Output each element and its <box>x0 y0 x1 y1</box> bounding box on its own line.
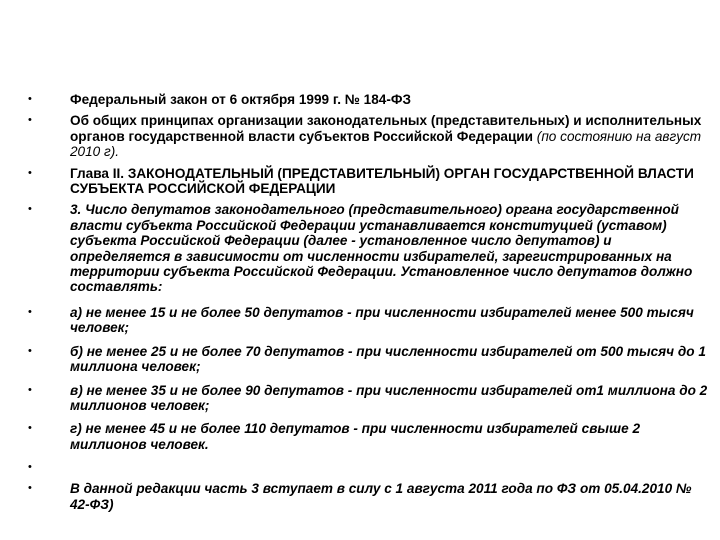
edition-note: В данной редакции часть 3 вступает в силу с 1 августа 2011 года по ФЗ от 05.04.2010 № 42-ФЗ) <box>70 481 692 512</box>
law-subject: Об общих принципах организации законодательных (представительных) и исполнительных органов государственной власти субъектов Российской Федерации <box>70 113 702 144</box>
subitem-b: б) не менее 25 и не более 70 депутатов - при численности избирателей от 500 тысяч до 1 миллиона человек; <box>70 343 706 375</box>
list-item <box>28 421 708 452</box>
list-item <box>28 344 708 375</box>
list-item <box>28 305 708 336</box>
list-item <box>28 383 708 414</box>
bullet-icon: • <box>28 114 32 127</box>
bullet-icon: • <box>28 461 32 474</box>
bullet-icon: • <box>28 166 32 179</box>
bullet-icon: • <box>28 344 32 357</box>
paragraph-3: 3. Число депутатов законодательного (представительного) органа государственной власти субъекта Российской Федерации устанавливается конституцией (уставом) субъекта Российской Федерации (далее - установленное число депутатов) и определяется в зависимости от численности избирателей, зарегистрированных на территории субъекта Российской Федерации. Установленное число депутатов должно составлять: <box>70 202 693 295</box>
list-item <box>28 166 708 197</box>
subitem-v: в) не менее 35 и не более 90 депутатов - при численности избирателей от1 миллиона до 2 миллионов человек; <box>70 382 708 413</box>
list-item <box>28 460 708 475</box>
bullet-icon: • <box>28 482 32 495</box>
list-item <box>28 92 708 107</box>
bullet-icon: • <box>28 422 32 435</box>
law-title: Федеральный закон от 6 октября 1999 г. № 184-ФЗ <box>70 92 412 107</box>
bullet-icon: • <box>28 93 32 105</box>
subitem-g: г) не менее 45 и не более 110 депутатов - при численности избирателей свыше 2 миллионов человек. <box>70 421 641 452</box>
list-item <box>28 113 708 159</box>
list-item <box>28 202 708 294</box>
subitem-a: а) не менее 15 и не более 50 депутатов - при численности избирателей менее 500 тысяч человек; <box>70 304 694 336</box>
bullet-list <box>28 92 708 512</box>
chapter-title: Глава II. ЗАКОНОДАТЕЛЬНЫЙ (ПРЕДСТАВИТЕЛЬНЫЙ) ОРГАН ГОСУДАРСТВЕННОЙ ВЛАСТИ СУБЪЕКТА РОССИЙСКОЙ ФЕДЕРАЦИИ <box>70 165 694 197</box>
law-subject-note: (по состоянию на август 2010 г). <box>70 128 702 160</box>
bullet-icon: • <box>28 383 32 396</box>
list-item <box>28 481 708 512</box>
bullet-icon: • <box>28 305 32 318</box>
bullet-icon: • <box>28 203 32 216</box>
